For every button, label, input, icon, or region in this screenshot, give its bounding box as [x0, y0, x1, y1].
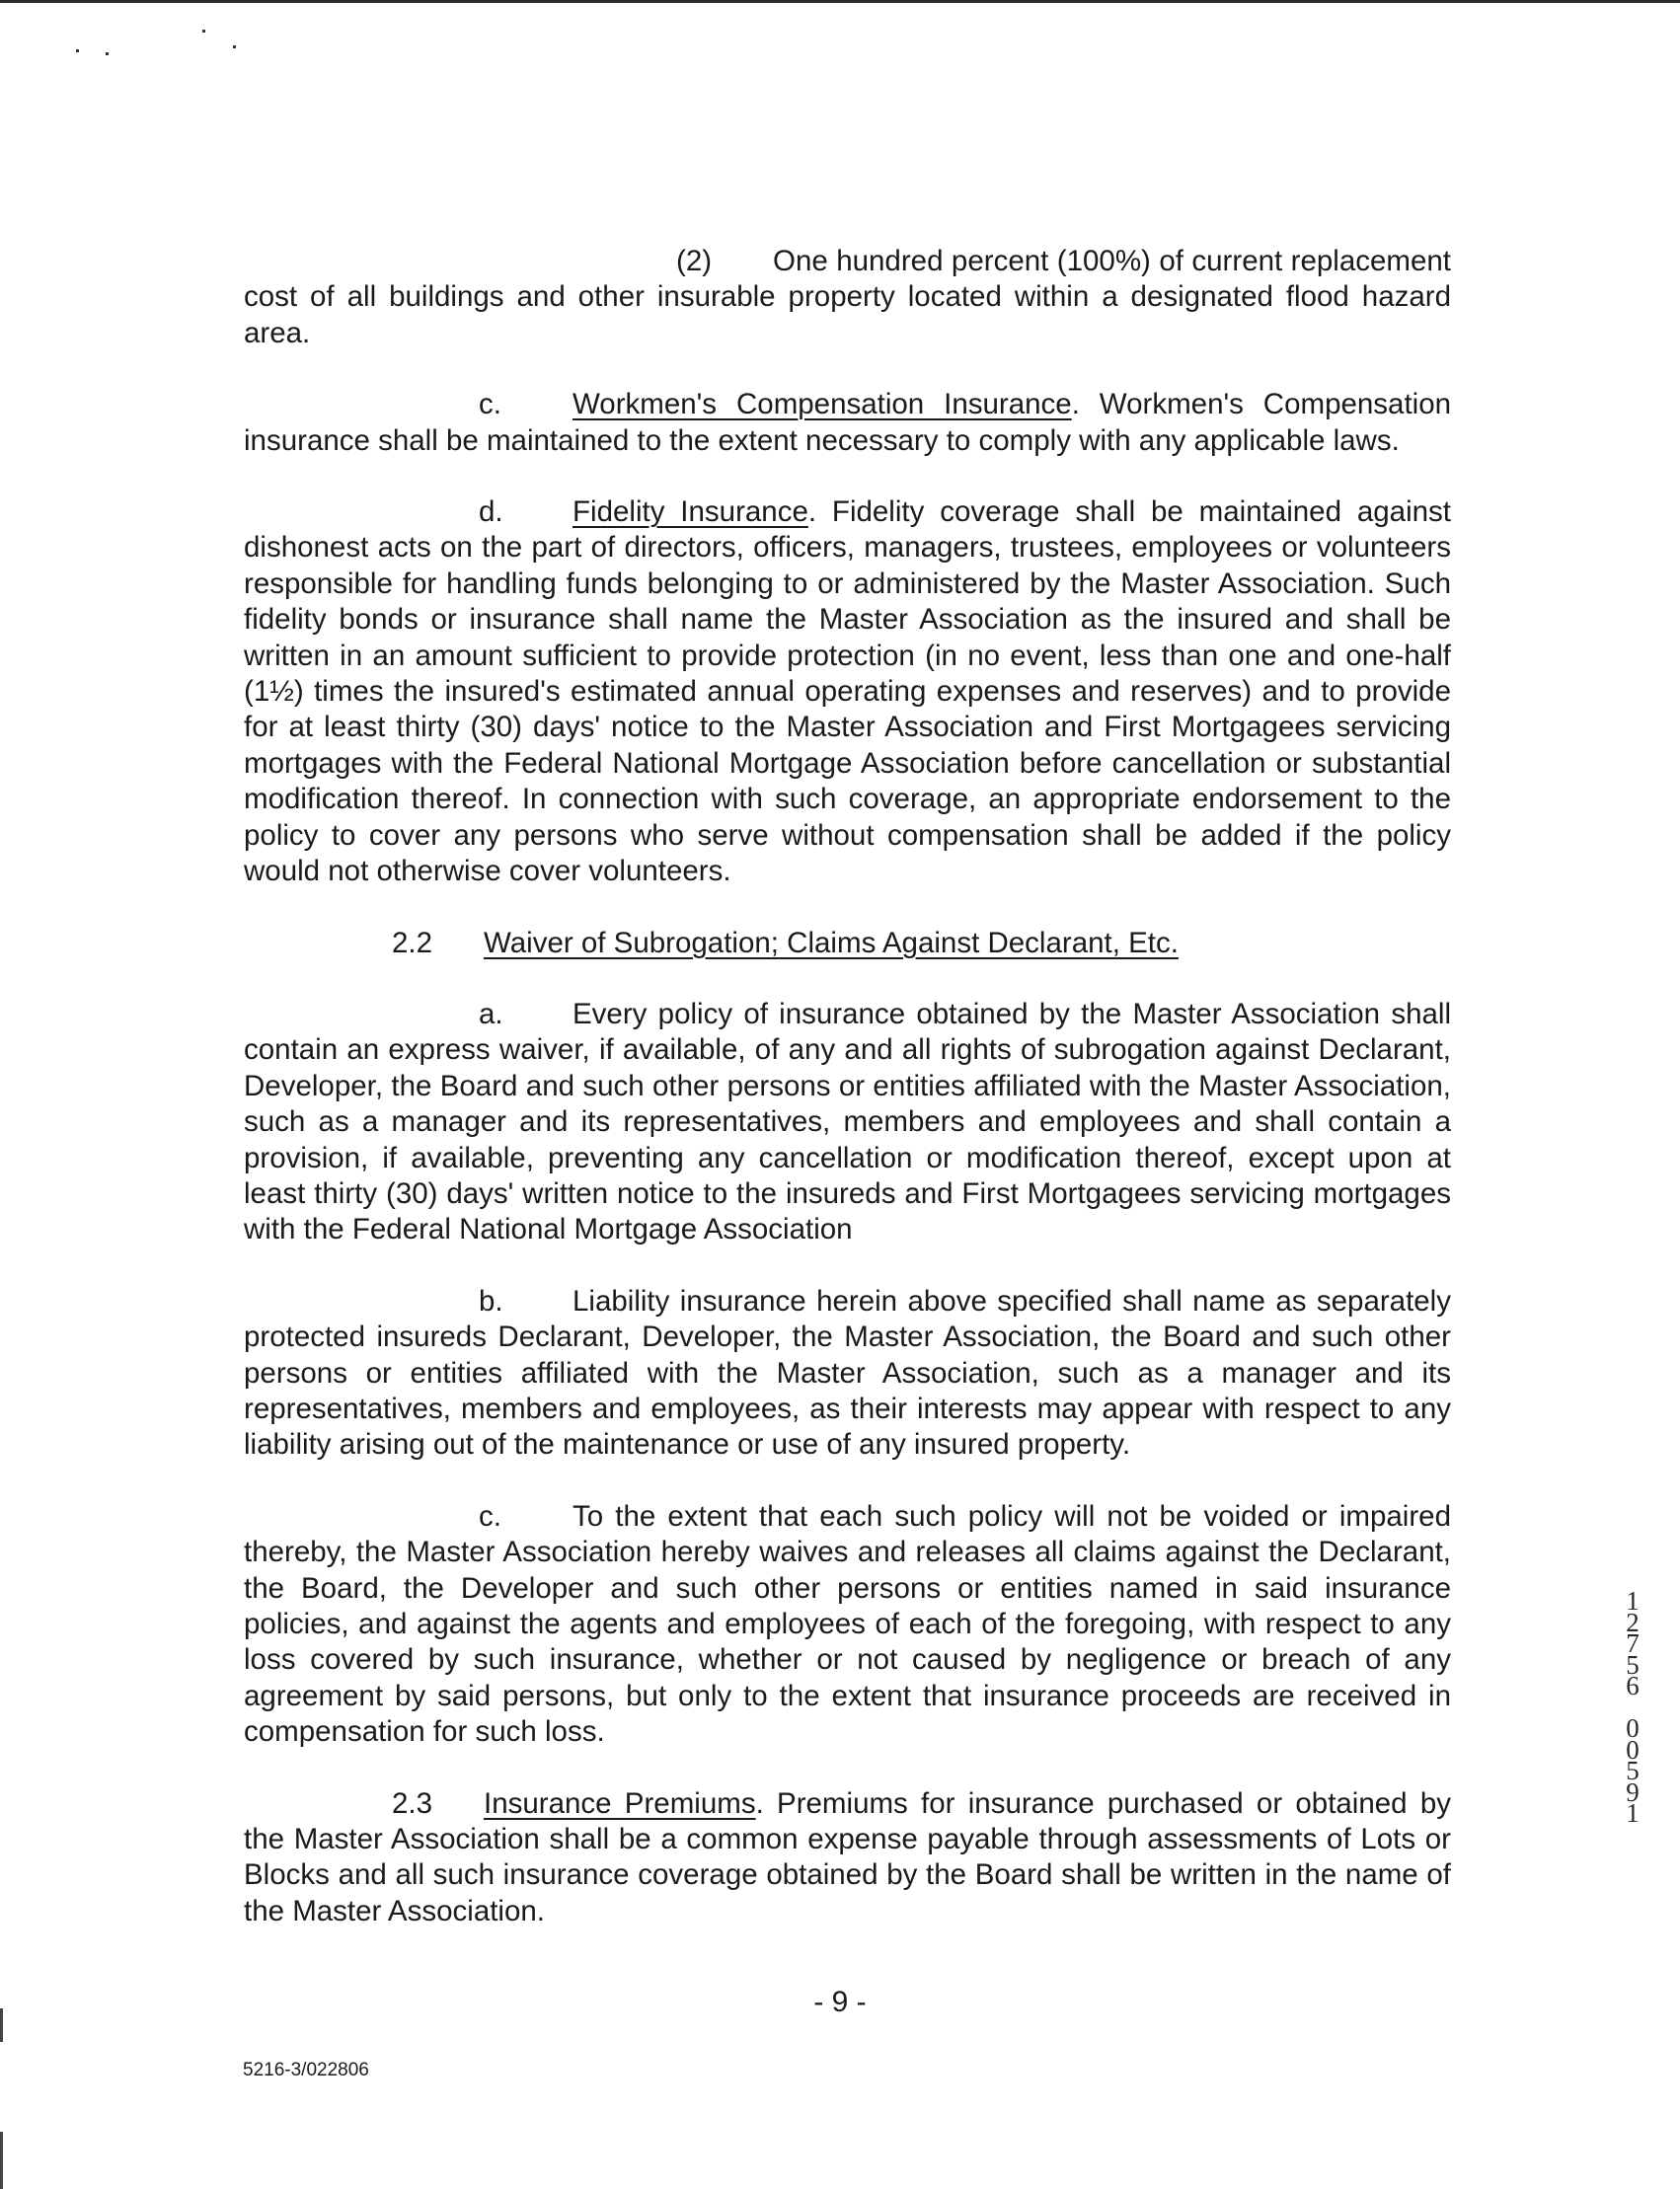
paragraph-text: . Premiums for insurance purchased or obtained by the Master Association shall be a common expense payable through assessments of Lots or Blocks and all such insurance coverage obtained by the Board shall be written in the name of the Master Association. [244, 1786, 1451, 1927]
scan-left-edge-mark [0, 2132, 3, 2189]
paragraph-text: One hundred percent (100%) of current replacement cost of all buildings and other insurable property located within a designated flood hazard area. [244, 245, 1451, 349]
paragraph-waiver-c [244, 1499, 1451, 1751]
section-number: 2.3 [392, 1786, 433, 1820]
paragraph-workmens-compensation [244, 387, 1451, 459]
page-number: - 9 - [813, 1986, 867, 2018]
item-marker: d. [479, 495, 503, 529]
margin-recording-stamp: 1 2 7 5 6 0 0 5 9 1 [1626, 1586, 1640, 1828]
paragraph-text: . Fidelity coverage shall be maintained against dishonest acts on the part of directors, officers, managers, trustees, employees or volunteers responsible for handling funds belonging to or administered by the Master Association. Such fidelity bonds or insurance shall name the Master Association as the insured and shall be written in an amount sufficient to provide protection (in no event, less than one and one-half (1½) times the insured's estimated annual operating expenses and reserves) and to provide for at least thirty (30) days' notice to the Master Association and First Mortgagees servicing mortgages with the Federal National Mortgage Association before cancellation or substantial modification thereof. In connection with such coverage, an appropriate endorsement to the policy to cover any persons who serve without compensation shall be added if the policy would not otherwise cover volunteers. [244, 495, 1451, 888]
scan-speck [76, 49, 79, 52]
scan-speck [233, 45, 236, 48]
paragraph-insurance-premiums [244, 1786, 1451, 1930]
paragraph-text: Every policy of insurance obtained by the Master Association shall contain an express waiver, if available, of any and all rights of subrogation against Declarant, Developer, the Board and such other persons or entities affiliated with the Master Association, such as a manager and its representatives, members and employees and shall contain a provision, if available, preventing any cancellation or modification thereof, except upon at least thirty (30) days' written notice to the insureds and First Mortgagees servicing mortgages with the Federal National Mortgage Association [244, 997, 1451, 1246]
paragraph-text: Liability insurance herein above specified shall name as separately protected insureds Declarant, Developer, the Master Association, the Board and such other persons or entities affiliated with the Master Association, such as a manager and its representatives, members and employees, as their interests may appear with respect to any liability arising out of the maintenance or use of any insured property. [244, 1284, 1451, 1462]
section-title: Insurance Premiums [484, 1786, 756, 1820]
paragraph-text: To the extent that each such policy will not be voided or impaired thereby, the Master Association hereby waives and releases all claims against the Declarant, the Board, the Developer and such other persons or entities named in said insurance policies, and against the agents and employees of each of the foregoing, with respect to any loss covered by such insurance, whether or not caused by negligence or breach of any agreement by said persons, but only to the extent that insurance proceeds are received in compensation for such loss. [244, 1499, 1451, 1749]
document-body [244, 244, 1451, 1929]
item-marker: c. [479, 388, 501, 421]
paragraph-text: . Workmen's Compensation insurance shall be maintained to the extent necessary to comply with any applicable laws. [244, 388, 1452, 457]
section-heading-2-2 [244, 926, 1451, 961]
scan-speck [106, 52, 109, 55]
paragraph-flood-coverage [244, 244, 1451, 351]
section-title: Waiver of Subrogation; Claims Against Declarant, Etc. [484, 926, 1179, 959]
paragraph-waiver-b [244, 1284, 1451, 1464]
document-id: 5216-3/022806 [243, 2060, 369, 2080]
item-marker: (2) [676, 245, 713, 277]
scan-top-edge-line [0, 0, 1680, 3]
paragraph-waiver-a [244, 997, 1451, 1248]
item-marker: c. [479, 1499, 501, 1533]
item-marker: b. [479, 1284, 503, 1318]
item-marker: a. [479, 997, 503, 1030]
paragraph-fidelity-insurance [244, 494, 1451, 889]
scan-speck [202, 30, 205, 33]
section-number: 2.2 [392, 926, 433, 959]
subsection-title: Workmen's Compensation Insurance [573, 388, 1072, 421]
subsection-title: Fidelity Insurance [573, 495, 808, 529]
